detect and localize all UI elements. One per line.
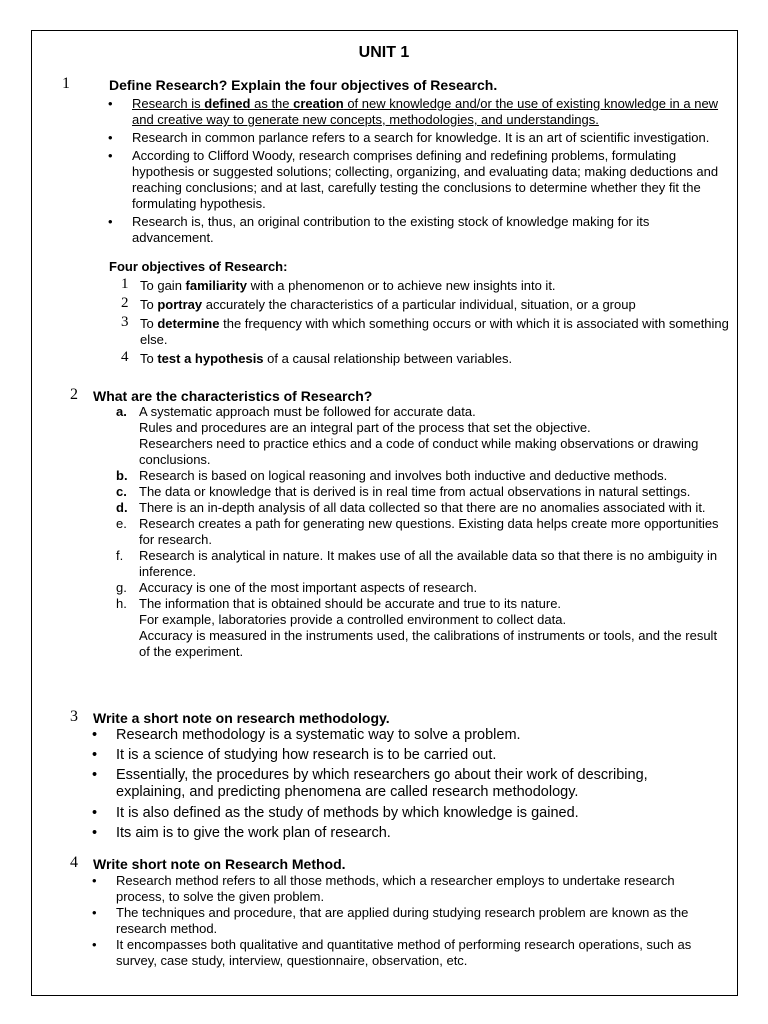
objectives-list xyxy=(121,276,730,367)
q1-bullet-contribution: • Research is, thus, an original contribution to the existing stock of knowledge making for its advancement. xyxy=(132,214,722,246)
characteristic-item: f. Research is analytical in nature. It makes use of all the available data so that there is no ambiguity in inference. xyxy=(116,548,718,579)
objective-item: 1 To gain familiarity with a phenomenon or to achieve new insights into it. xyxy=(121,276,556,293)
characteristic-item: g. Accuracy is one of the most important aspects of research. xyxy=(116,580,478,595)
question-4-text: Write short note on Research Method. xyxy=(93,856,346,872)
question-1-text: Define Research? Explain the four objectives of Research. xyxy=(109,77,498,93)
q1-bullet-parlance: • Research in common parlance refers to a search for knowledge. It is an art of scientific investigation. xyxy=(132,130,722,146)
method-bullets xyxy=(116,873,721,969)
methodology-bullet: • Research methodology is a systematic way to solve a problem. xyxy=(116,725,716,745)
question-1-bullets xyxy=(132,96,722,246)
method-bullet: • Research method refers to all those methods, which a researcher employs to undertake research process, to solve the given problem. xyxy=(116,873,721,905)
methodology-bullets xyxy=(116,725,716,843)
method-bullet: • The techniques and procedure, that are applied during studying research problem are known as the research method. xyxy=(116,905,721,937)
q1-definition: Research is defined as the creation of new knowledge and/or the use of existing knowledge in a new and creative way to generate new concepts, methodologies, and understandings. xyxy=(132,96,719,127)
methodology-bullet: • It is also defined as the study of methods by which knowledge is gained. xyxy=(116,803,716,823)
method-bullet: • It encompasses both qualitative and quantitative method of performing research operations, such as survey, case study, interview, questionnaire, observation, etc. xyxy=(116,937,721,969)
methodology-bullet: • It is a science of studying how research is to be carried out. xyxy=(116,745,716,765)
question-1-number: 1 xyxy=(62,75,70,92)
question-2-number: 2 xyxy=(70,386,78,403)
characteristic-item: a. A systematic approach must be followed for accurate data. Rules and procedures are an integral part of the process that set the objective. Researchers need to practice ethics and a code of conduct while making observations or drawing conclusions. xyxy=(116,404,699,467)
objective-item: 2 To portray accurately the characteristics of a particular individual, situation, or a group xyxy=(121,295,636,312)
question-2-text: What are the characteristics of Research? xyxy=(93,388,373,404)
characteristic-item: h. The information that is obtained should be accurate and true to its nature. For example, laboratories provide a controlled environment to collect data. Accuracy is measured in the instruments used, the calibrations of instruments or tools, and the result of the experiment. xyxy=(116,596,718,659)
q1-bullet-defined xyxy=(132,96,722,128)
objectives-heading: Four objectives of Research: xyxy=(109,259,288,274)
methodology-bullet: • Essentially, the procedures by which researchers go about their work of describing, explaining, and predicting phenomena are called research methodology. xyxy=(116,767,716,801)
q1-bullet-woody: • According to Clifford Woody, research comprises defining and redefining problems, formulating hypothesis or suggested solutions; collecting, organizing, and evaluating data; making deductions and reaching conclusions; and at last, carefully testing the conclusions to determine whether they fit the formulating hypothesis. xyxy=(132,148,722,212)
objective-item: 4 To test a hypothesis of a causal relationship between variables. xyxy=(121,349,513,366)
characteristic-item: e. Research creates a path for generating new questions. Existing data helps create more opportunities for research. xyxy=(116,516,719,547)
methodology-bullet: • Its aim is to give the work plan of research. xyxy=(116,823,716,843)
question-3-number: 3 xyxy=(70,708,78,725)
page-title: UNIT 1 xyxy=(358,44,410,61)
question-4-number: 4 xyxy=(70,854,78,871)
characteristics-list xyxy=(116,404,724,660)
characteristic-item: d. There is an in-depth analysis of all data collected so that there are no anomalies associated with it. xyxy=(116,500,706,515)
objective-item: 3 To determine the frequency with which something occurs or with which it is associated with something else. xyxy=(121,314,729,347)
characteristic-item: c. The data or knowledge that is derived is in real time from actual observations in natural settings. xyxy=(116,484,691,499)
characteristic-item: b. Research is based on logical reasoning and involves both inductive and deductive methods. xyxy=(116,468,668,483)
question-3-text: Write a short note on research methodology. xyxy=(93,710,390,726)
